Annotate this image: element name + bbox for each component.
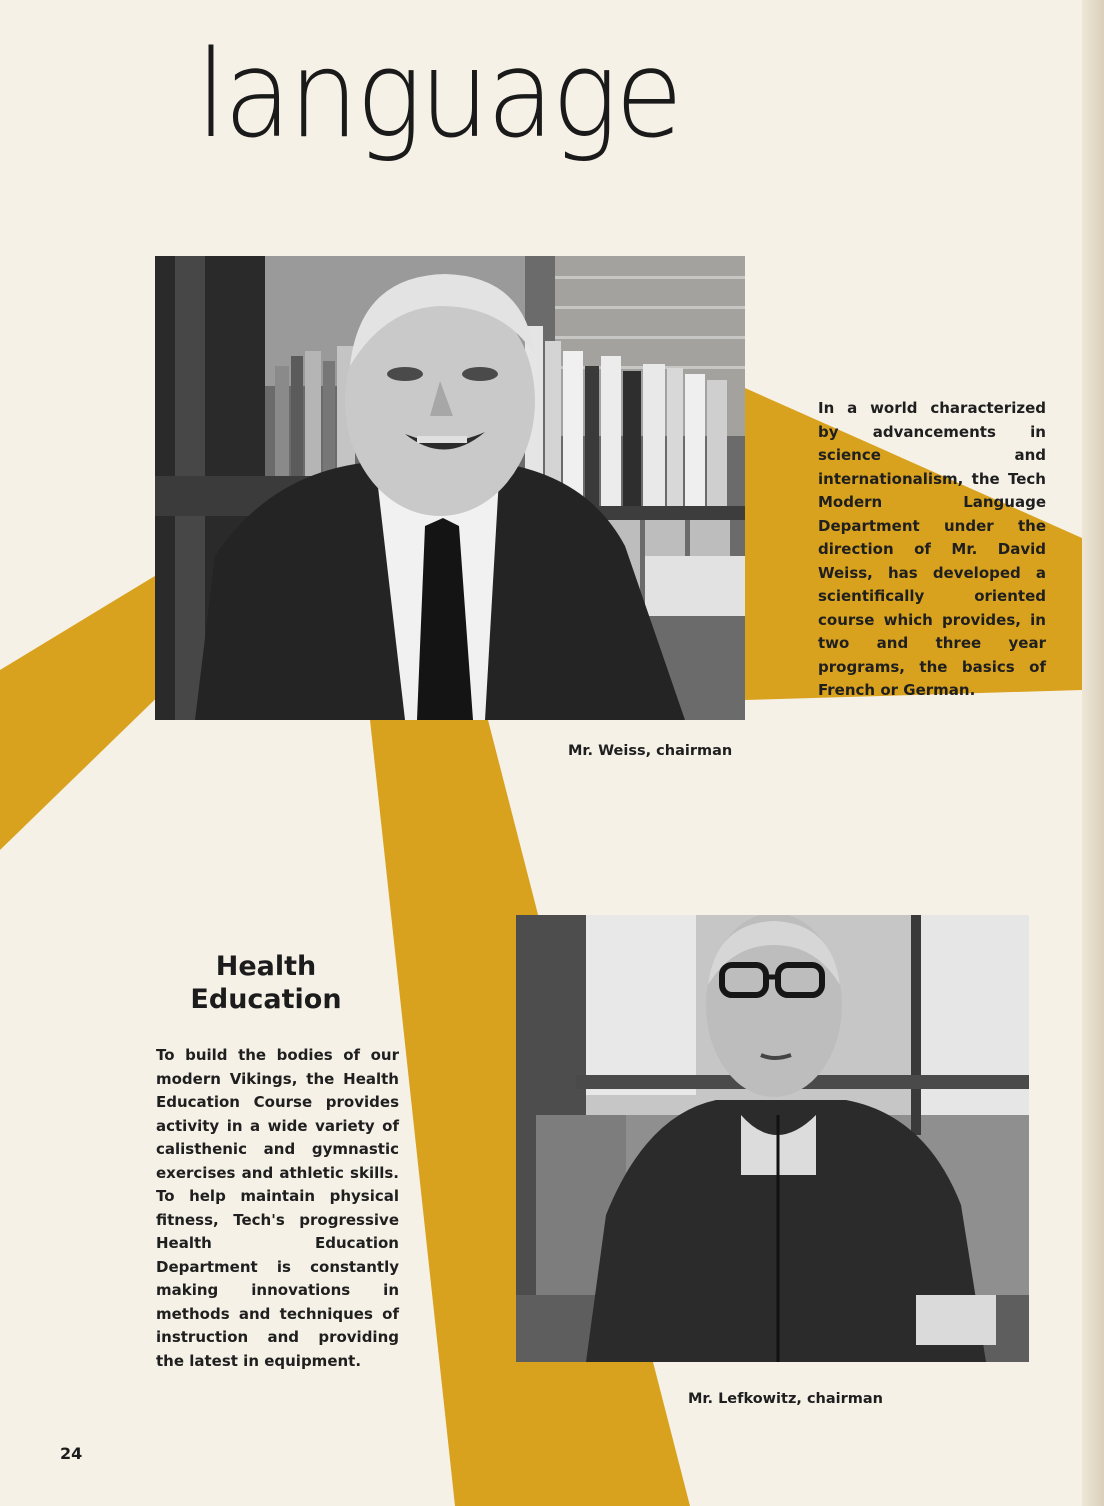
- lefkowitz-caption: Mr. Lefkowitz, chairman: [688, 1391, 883, 1407]
- gold-ray-left: [0, 568, 175, 850]
- photo-mr-lefkowitz: [516, 915, 1029, 1362]
- health-paragraph: To build the bodies of our modern Vikings, the Health Education Course provides activity in a wide variety of calisthenic and gymnastic exercises and athletic skills. To help maintain physical fitness, Tech's progressive Health Education Department is constantly making innovations in methods and techniques of instruction and providing the latest in equipment.: [156, 1046, 399, 1370]
- health-education-title: Health Education: [190, 951, 342, 1015]
- weiss-caption: Mr. Weiss, chairman: [568, 743, 733, 759]
- page-number: 24: [60, 1444, 83, 1463]
- page-title: language: [196, 26, 681, 165]
- photo-mr-weiss: [155, 256, 745, 720]
- page-binding-edge: [1082, 0, 1104, 1506]
- language-paragraph: In a world characterized by advancements in science and internationalism, the Tech Modern Language Department under the direction of Mr. David Weiss, has developed a scientifically oriented course which provides, in two and three year programs, the basics of French or German.: [818, 399, 1046, 699]
